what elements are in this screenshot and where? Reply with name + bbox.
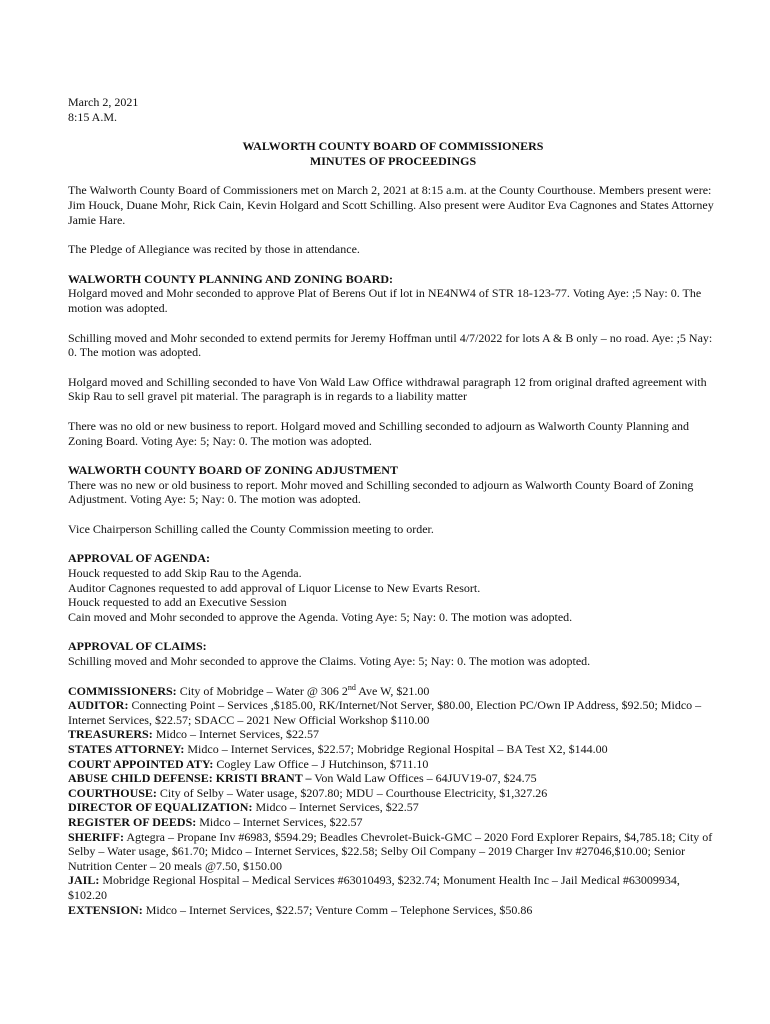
claim-label: STATES ATTORNEY:	[68, 742, 185, 756]
claim-label: EXTENSION:	[68, 902, 143, 917]
claim-label: DIRECTOR OF EQUALIZATION:	[68, 800, 253, 815]
claim-entry	[68, 903, 718, 918]
title-line-1: WALWORTH COUNTY BOARD OF COMMISSIONERS	[242, 139, 544, 154]
adjustment-motion: There was no new or old business to report. Mohr moved and Schilling seconded to adjourn as Walworth County Board of Zoning Adjustment. Voting Aye: 5; Nay: 0. The motion was adopted.	[68, 477, 694, 507]
document-title	[68, 139, 718, 168]
claim-label: COMMISSIONERS:	[68, 683, 177, 698]
claim-entry	[68, 786, 718, 801]
meeting-datetime	[68, 95, 718, 124]
claims-approval-section	[68, 639, 718, 668]
claim-label: JAIL:	[68, 873, 100, 888]
claim-entry	[68, 830, 718, 874]
pledge-paragraph: The Pledge of Allegiance was recited by those in attendance.	[68, 242, 360, 257]
vice-chair-paragraph: Vice Chairperson Schilling called the County Commission meeting to order.	[68, 521, 434, 536]
planning-motion-1: Holgard moved and Mohr seconded to approve Plat of Berens Out if lot in NE4NW4 of STR 18-123-77. Voting Aye: ;5 Nay: 0. The motion was adopted.	[68, 286, 702, 315]
claim-label: COURT APPOINTED ATY:	[68, 756, 214, 771]
meeting-date: March 2, 2021	[68, 95, 139, 109]
claim-superscript: nd	[347, 682, 356, 692]
planning-motion-2: Schilling moved and Mohr seconded to extend permits for Jeremy Hoffman until 4/7/2022 for lots A & B only – no road. Aye: ;5 Nay: 0. The motion was adopted.	[68, 330, 713, 360]
claim-text: Midco – Internet Services, $22.57	[196, 814, 363, 829]
claim-text: City of Selby – Water usage, $207.80; MDU – Courthouse Electricity, $1,327.26	[156, 785, 548, 800]
agenda-heading: APPROVAL OF AGENDA:	[68, 551, 211, 566]
claims-heading: APPROVAL OF CLAIMS:	[68, 639, 207, 654]
planning-motion-4: There was no old or new business to report. Holgard moved and Schilling seconded to adjourn as Walworth County Planning and Zoning Board. Voting Aye: 5; Nay: 0. The motion was adopted.	[68, 418, 690, 448]
claim-text: Cogley Law Office – J Hutchinson, $711.10	[213, 756, 429, 771]
claims-motion: Schilling moved and Mohr seconded to approve the Claims. Voting Aye: 5; Nay: 0. The motion was adopted.	[68, 654, 591, 669]
agenda-line: Houck requested to add an Executive Session	[68, 595, 287, 610]
meeting-time: 8:15 A.M.	[68, 109, 118, 124]
claim-text: Von Wald Law Offices – 64JUV19-07, $24.75	[311, 771, 537, 786]
claim-text: Midco – Internet Services, $22.57; Mobridge Regional Hospital – BA Test X2, $144.00	[184, 742, 608, 756]
agenda-line: Houck requested to add Skip Rau to the Agenda.	[68, 566, 302, 581]
claims-list	[68, 684, 718, 918]
claim-entry	[68, 757, 718, 772]
planning-section	[68, 272, 718, 316]
claim-label: SHERIFF:	[68, 829, 125, 844]
claim-label: AUDITOR:	[68, 698, 129, 713]
claim-entry	[68, 727, 718, 742]
adjustment-section	[68, 463, 718, 507]
claim-label: REGISTER OF DEEDS:	[68, 814, 197, 829]
claim-label: COURTHOUSE:	[68, 785, 157, 800]
claim-entry-commissioners	[68, 684, 718, 699]
title-line-2: MINUTES OF PROCEEDINGS	[309, 153, 477, 168]
claim-text: Ave W, $21.00	[355, 683, 430, 698]
claim-text: Mobridge Regional Hospital – Medical Services #63010493, $232.74; Monument Health Inc – Jail Medical #63009934, $102.20	[68, 873, 680, 902]
planning-motion-3: Holgard moved and Schilling seconded to have Von Wald Law Office withdrawal paragraph 12 from original drafted agreement with Skip Rau to sell gravel pit material. The paragraph is in regards to a liability matter	[68, 374, 707, 404]
agenda-line: Cain moved and Mohr seconded to approve the Agenda. Voting Aye: 5; Nay: 0. The motion was adopted.	[68, 609, 573, 624]
claim-text: Midco – Internet Services, $22.57	[252, 800, 419, 815]
agenda-line: Auditor Cagnones requested to add approval of Liquor License to New Evarts Resort.	[68, 580, 481, 595]
planning-heading: WALWORTH COUNTY PLANNING AND ZONING BOARD:	[68, 271, 394, 286]
agenda-section	[68, 551, 718, 624]
claim-entry	[68, 771, 718, 786]
claim-text: Connecting Point – Services ,$185.00, RK/Internet/Not Server, $80.00, Election PC/Own IP Address, $92.50; Midco – Internet Services, $22.57; SDACC – 2021 New Official Workshop $110.00	[68, 698, 702, 727]
claim-entry	[68, 742, 718, 757]
intro-paragraph: The Walworth County Board of Commissioners met on March 2, 2021 at 8:15 a.m. at the County Courthouse. Members present were: Jim Houck, Duane Mohr, Rick Cain, Kevin Holgard and Scott Schilling. Also present were Auditor Eva Cagnones and States Attorney Jamie Hare.	[68, 183, 714, 227]
claim-text: Midco – Internet Services, $22.57	[152, 727, 319, 742]
claim-text: Midco – Internet Services, $22.57; Venture Comm – Telephone Services, $50.86	[142, 902, 533, 917]
claim-label: ABUSE CHILD DEFENSE: KRISTI BRANT –	[68, 771, 312, 786]
claim-entry	[68, 698, 718, 727]
claim-label: TREASURERS:	[68, 727, 153, 742]
adjustment-heading: WALWORTH COUNTY BOARD OF ZONING ADJUSTMENT	[68, 463, 398, 478]
claim-text: Agtegra – Propane Inv #6983, $594.29; Beadles Chevrolet-Buick-GMC – 2020 Ford Explorer Repairs, $4,785.18; City of Selby – Water usage, $61.70; Midco – Internet Services, $22.58; Selby Oil Company – 2019 Charger Inv #27046,$10.00; Senior Nutrition Center – 20 meals @7.50, $150.00	[68, 829, 713, 873]
claim-entry	[68, 800, 718, 815]
claim-entry	[68, 815, 718, 830]
claim-text: City of Mobridge – Water @ 306 2	[176, 683, 348, 698]
claim-entry	[68, 873, 718, 902]
